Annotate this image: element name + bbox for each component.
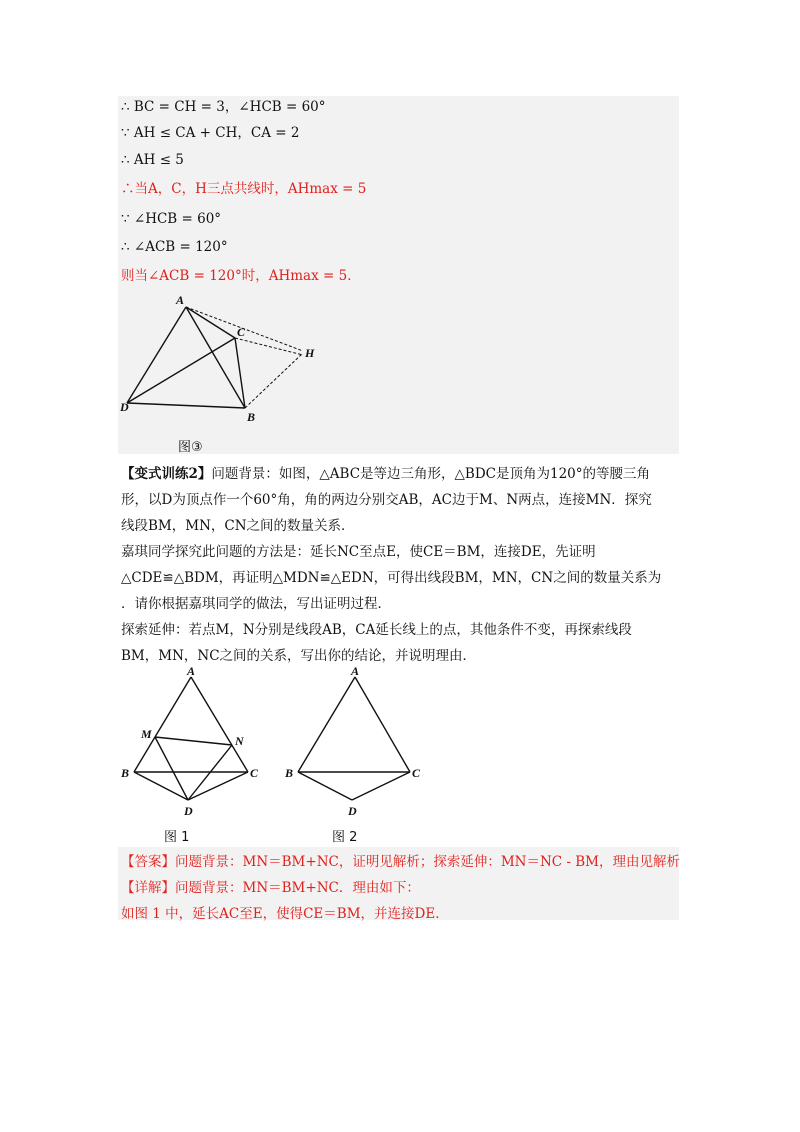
proof-line-5: ∵ ∠HCB = 60° xyxy=(121,211,222,227)
fig2-label-A: A xyxy=(351,665,360,678)
variant-line-1: 【变式训练2】问题背景：如图，△ABC是等边三角形，△BDC是顶角为120°的等腰三角 xyxy=(121,466,651,482)
proof-line-3: ∴ AH ≤ 5 xyxy=(121,152,184,168)
variant-line-4: 嘉琪同学探究此问题的方法是：延长NC至点E，使CE＝BM，连接DE，先证明 xyxy=(121,544,596,560)
figure2-caption: 图 2 xyxy=(332,830,358,845)
fig1-label-D: D xyxy=(184,804,193,818)
figure2-diagram xyxy=(282,665,432,825)
proof-line-1: ∴ BC = CH = 3，∠HCB = 60° xyxy=(121,99,326,115)
proof-line-6: ∴ ∠ACB = 120° xyxy=(121,239,228,255)
detail-line-2: 如图 1 中，延长AC至E，使得CE＝BM，并连接DE． xyxy=(121,906,449,922)
variant-paragraph xyxy=(121,461,676,669)
fig3-label-H: H xyxy=(305,346,315,360)
variant-tag: 【变式训练2】 xyxy=(121,466,212,482)
variant-line-8: BM，MN，NC之间的关系，写出你的结论，并说明理由． xyxy=(121,648,477,664)
answer-line xyxy=(121,853,680,871)
figure1-caption: 图 1 xyxy=(164,830,190,845)
variant-line-6: ．请你根据嘉琪同学的做法，写出证明过程． xyxy=(121,596,391,612)
fig3-label-A: A xyxy=(176,293,185,307)
answer-tag: 【答案】 xyxy=(121,854,175,870)
detail-tag: 【详解】 xyxy=(121,880,175,896)
figure3-diagram xyxy=(118,293,318,458)
fig1-label-C: C xyxy=(250,766,259,780)
variant-line-3: 线段BM，MN，CN之间的数量关系． xyxy=(121,518,355,534)
fig1-label-N: N xyxy=(235,734,244,748)
detail-text: 问题背景：MN＝BM+NC．理由如下： xyxy=(175,880,420,896)
answer-text: 问题背景：MN＝BM+NC，证明见解析；探索延伸：MN＝NC - BM，理由见解析 xyxy=(175,854,680,870)
fig2-label-D: D xyxy=(348,804,357,818)
detail-line xyxy=(121,879,420,897)
variant-line-2: 形，以D为顶点作一个60°角，角的两边分别交AB，AC边于M、N两点，连接MN．探究 xyxy=(121,492,652,508)
fig2-label-B: B xyxy=(285,766,294,780)
proof-line-4: ∴当A，C，H三点共线时，AHmax = 5 xyxy=(121,181,367,197)
figure3-caption: 图③ xyxy=(178,440,203,455)
proof-line-2: ∵ AH ≤ CA + CH，CA = 2 xyxy=(121,125,300,141)
figure1-diagram xyxy=(118,665,268,825)
fig2-label-C: C xyxy=(412,766,421,780)
fig1-label-A: A xyxy=(187,665,196,678)
fig3-label-C: C xyxy=(237,325,246,339)
variant-line-7: 探索延伸：若点M，N分别是线段AB，CA延长线上的点，其他条件不变，再探索线段 xyxy=(121,622,632,638)
fig3-label-D: D xyxy=(120,400,129,414)
fig3-label-B: B xyxy=(247,410,256,424)
figure3-band-right xyxy=(318,293,679,454)
fig1-label-B: B xyxy=(121,766,130,780)
fig1-label-M: M xyxy=(141,727,152,741)
proof-line-7: 则当∠ACB = 120°时，AHmax = 5． xyxy=(121,268,361,284)
variant-line-5: △CDE≌△BDM，再证明△MDN≌△EDN，可得出线段BM，MN，CN之间的数量关系为 xyxy=(121,570,662,586)
